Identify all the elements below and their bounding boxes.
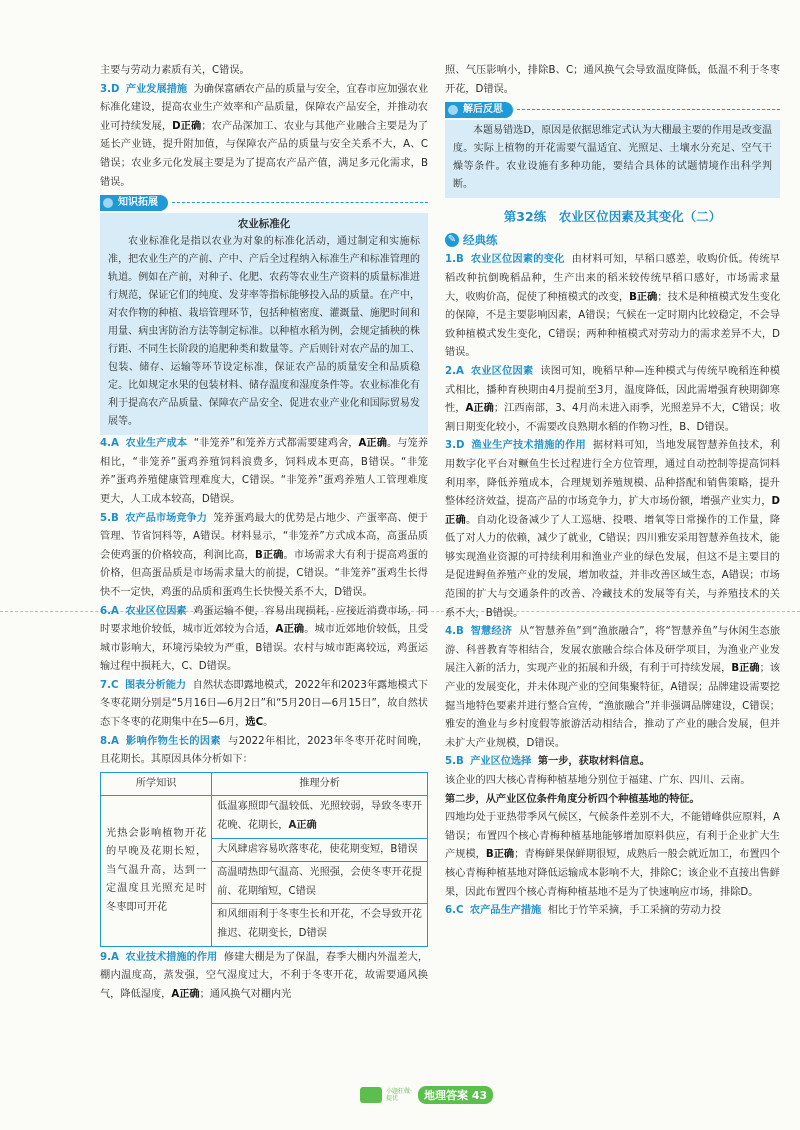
page-footer — [360, 1086, 493, 1104]
answer-8: 8.A 影响作物生长的因素 与2022年相比，2023年冬枣开花时间晚，且花期长。其原因具体分析如下： — [100, 735, 428, 766]
answer-text: 照、气压影响小，排除B、C；通风换气会导致温度降低，低温不利于冬枣开花，D错误。 — [445, 65, 780, 95]
answer-3: 3.D 产业发展措施 为确保富硒农产品的质量与安全，宜春市应加强农业标准化建设，提高农业生产效率和产品质量，保障农产品安全，并推动农业可持续发展，D正确；农产品深加工、农业与其他产业融合主要是为了延长产业链，提升附加值，与保障农产品的质量与安全关系不大，A、C错误；农业多元化发展主要是为了提高农产品产值，满足多元化需求，B错误。 — [100, 83, 429, 188]
right-column — [445, 62, 780, 921]
answer-5: 5.B 产业区位选择 第一步，获取材料信息。 — [445, 756, 650, 768]
knowledge-extension-banner — [100, 194, 428, 211]
answer-6: 6.C 农产品生产措施 相比于竹竿采摘，手工采摘的劳动力投 — [445, 905, 721, 917]
reflection-text: 本题易错选D，原因是依据思维定式认为大棚最主要的作用是改变温度。实际上植物的开花需要气温适宜、光照足、土壤水分充足、空气干燥等条件。农业设施有多种功能，要结合具体的试题情境作出科学判断。 — [453, 125, 772, 191]
answer-5-text: 该企业的四大核心青梅种植基地分别位于福建、广东、四川、云南。 — [445, 775, 751, 786]
section-title: 第32练 农业区位因素及其变化（二） — [503, 209, 722, 225]
answer-1: 1.B 农业区位因素的变化 由材料可知，早稻口感差，收购价低。传统早稻改种抗倒晚稻品种，生产出来的稻米较传统早稻口感好，市场需求量大，收购价高，促使了种植模式的改变，B正确；技术是种植模式发生变化的保障，不是主要影响因素，A错误；气候在一定时期内比较稳定，不会导致种植模式发生变化，C错误；两种种植模式对劳动力的需求差异不大，D错误。 — [445, 254, 781, 359]
page-number: 地理答案 43 — [418, 1086, 493, 1104]
reflection-banner — [445, 101, 780, 118]
knowledge-box-title: 农业标准化 — [237, 218, 291, 231]
classic-practice-heading: ✎ 经典练 — [445, 231, 780, 250]
table-header: 推理分析 — [212, 772, 428, 796]
answer-6: 6.A 农业区位因素 鸡蛋运输不便，容易出现损耗，应接近消费市场，同时要求地价较低，城市近郊较为合适，A正确。城市近郊地价较低，且受城市影响大，环境污染较为严重，B错误。农村与城市距离较远，鸡蛋运输过程中损耗大，C、D错误。 — [100, 605, 429, 673]
analysis-table — [100, 772, 428, 947]
answer-5-analysis: 四地均处于亚热带季风气候区，气候条件差别不大，不能错峰供应原料，A错误；布置四个核心青梅种植基地能够增加原料供应，有利于企业扩大生产规模，B正确；青梅鲜果保鲜期很短，成熟后一般会就近加工，布置四个核心青梅种植基地对降低运输成本影响不大，排除C；该企业不直接出售鲜果，因此布置四个核心青梅种植基地不是为了快速响应市场，排除D。 — [445, 812, 781, 898]
practice-icon: ✎ — [445, 233, 459, 247]
left-column — [100, 62, 428, 1004]
answer-4: 4.A 农业生产成本 “非笼养”和笼养方式都需要建鸡舍，A正确。与笼养相比，“非笼养”蛋鸡养殖饲料浪费多，饲料成本更高，B错误。“非笼养”蛋鸡养殖健康管理难度大，C错误。“非笼养”蛋鸡养殖人工管理难度更大，人工成本较高，D错误。 — [100, 438, 429, 505]
table-cell: 高温晴热即气温高、光照强，会使冬枣开花提前、花期缩短，C错误 — [212, 862, 428, 904]
table-cell: 光热会影响植物开花的早晚及花期长短，当气温升高，达到一定温度且光照充足时冬枣即可开花 — [101, 796, 212, 946]
knowledge-extension-tag: 知识拓展 — [100, 195, 168, 211]
answer-9: 9.A 农业技术措施的作用 修建大棚是为了保温，春季大棚内外温差大，棚内温度高，蒸发强，空气湿度过大，不利于冬枣开花，故需要通风换气，降低湿度，A正确；通风换气对棚内光 — [100, 951, 429, 1000]
answer-3: 3.D 渔业生产技术措施的作用 据材料可知，当地发展智慧养鱼技术，利用数字化平台对鳜鱼生长过程进行全方位管理，通过自动控制等提高饲料利用率，降低养殖成本，合理规划养殖规模、品种搭配和销售策略，提升整体经济效益，提高产品的市场竞争力，扩大市场份额，增强产业实力，D正确。自动化设备减少了人工巡塘、投喂、增氧等日常操作的工作量，降低了对人力的依赖，减少了就业，C错误；四川雅安采用智慧养鱼技术，能够实现渔业资源的可持续利用和渔业产业的绿色发展，但这不是主要目的是促进鲟鱼养殖产业的发展，增加收益，并非改善区域生态，A错误；市场范围的扩大与交通条件的改善、冷藏技术的发展等有关，与养殖技术的关系不大，B错误。 — [445, 440, 781, 619]
brand-slogan: 小题狂做·提优 — [386, 1088, 412, 1102]
knowledge-box-text: 农业标准化是指以农业为对象的标准化活动，通过制定和实施标准，把农业生产的产前、产中、产后全过程纳入标准生产和标准管理的轨道。例如在产前，对种子、化肥、农药等农业生产资料的质量标准进行规范，保证它们的纯度、发芽率等指标能够投入品的质量。在产中，对农作物的种植、栽培管理环节，包括种植密度、灌溉量、施肥时间和用量、病虫害防治方法等制定标准。以种植水稻为例，会规定插秧的株行距、不同生长阶段的追肥种类和数量等。产后则针对农产品的加工、包装、储存、运输等环节设定标准，保证农产品的质量安全和品质稳定。比如规定水果的包装材料、储存温度和湿度条件等。农业标准化有利于提高农产品质量、保障农产品安全、促进农业产业化和国际贸易发展等。 — [108, 236, 420, 428]
answer-5-step: 第二步，从产业区位条件角度分析四个种植基地的特征。 — [445, 793, 700, 805]
table-cell: 低温寡照即气温较低、光照较弱，导致冬枣开花晚、花期长，A正确 — [212, 796, 428, 838]
answer-5: 5.B 农产品市场竞争力 笼养蛋鸡最大的优势是占地少、产蛋率高、便于管理、节省饲料等，A错误。材料显示，“非笼养”方式成本高，高蛋品质会使鸡蛋的价格较高，利润比高，B正确。市场需求大有利于提高鸡蛋的价格，但高蛋品质是市场需求量大的前提，C错误。“非笼养”蛋鸡生长得快不一定快，鸡蛋的品质和蛋鸡生长快慢关系不大，D错误。 — [100, 512, 429, 598]
reflection-tag: 解后反思 — [445, 102, 513, 118]
brand-logo-icon — [360, 1087, 382, 1103]
answer-4: 4.B 智慧经济 从“智慧养鱼”到“渔旅融合”，将“智慧养鱼”与休闲生态旅游、科普教育等相结合，发展农旅融合综合体及研学项目，为渔业产业发展注入新的活力，实现产业的拓展和升级，有利于可持续发展，B正确；该产业的发展变化，并未体现产业的空间集聚特征，A错误；品牌建设需要挖掘当地特色要素并进行整合宣传，“渔旅融合”并非强调品牌建设，C错误；雅安的渔业与乡村度假等旅游活动相结合，推动了产业的融合发展，但并未扩大产业规模，D错误。 — [445, 626, 781, 749]
table-header: 所学知识 — [101, 772, 212, 796]
table-cell: 和风细雨利于冬枣生长和开花，不会导致开花推迟、花期变长，D错误 — [212, 904, 428, 946]
knowledge-box — [100, 213, 428, 435]
answer-text: 主要与劳动力素质有关，C错误。 — [100, 65, 250, 76]
answer-7: 7.C 图表分析能力 自然状态即露地模式，2022年和2023年露地模式下冬枣花期分别是“5月16日—6月2日”和“5月20日—6月15日”，故自然状态下冬枣的花期集中在5—6月，选C。 — [100, 679, 429, 729]
answer-2: 2.A 农业区位因素 读图可知，晚稻早种—连种模式与传统早晚稻连种模式相比，播种育秧期由4月提前至3月，温度降低，因此需增强育秧期御寒性，A正确；江西南部，3、4月尚未进入雨季，光照差异不大，C错误；收割日期变化较小，不需要改良熟期水稻的作物习性，B、D错误。 — [445, 365, 781, 433]
reflection-box — [445, 120, 780, 198]
table-cell: 大风肆虐容易吹落枣花，使花期变短，B错误 — [212, 838, 428, 862]
